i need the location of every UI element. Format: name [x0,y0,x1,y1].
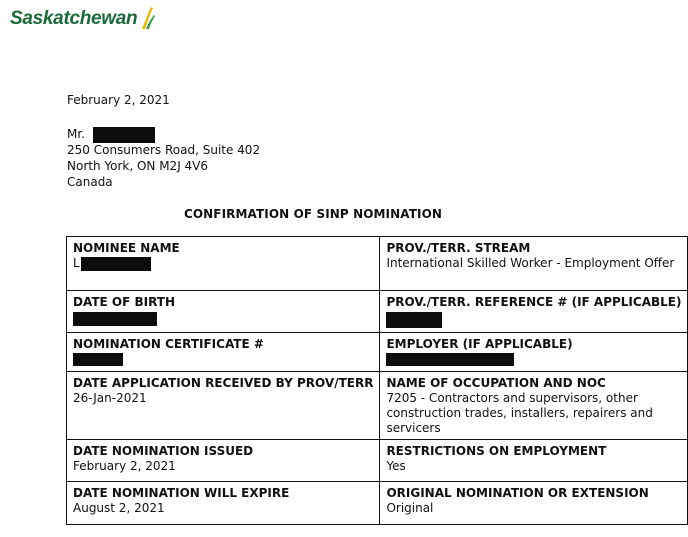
stream-value: International Skilled Worker - Employment Offer [386,256,675,270]
certificate-cell [67,333,380,372]
reference-value [386,310,681,328]
dob-cell [67,291,380,333]
stream-cell [380,237,688,291]
document-title: CONFIRMATION OF SINP NOMINATION [183,207,443,221]
restrictions-label: RESTRICTIONS ON EMPLOYMENT [386,444,607,458]
nominee-name-value [73,256,373,271]
date-received-value: 26-Jan-2021 [73,391,147,405]
dob-value [73,310,373,326]
redaction-bar [81,257,151,271]
employer-cell [380,333,688,372]
redaction-bar [73,353,123,366]
address-line-1: 250 Consumers Road, Suite 402 [67,143,261,157]
issued-label: DATE NOMINATION ISSUED [73,444,254,458]
certificate-label: NOMINATION CERTIFICATE # [73,337,264,351]
salutation: Mr. [67,127,85,141]
expire-cell [67,482,380,525]
table-row [67,482,688,525]
table-row [67,333,688,372]
recipient-address [67,126,260,190]
nomination-table [66,236,688,525]
logo-wordmark: Saskatchewan [10,8,138,29]
redaction-bar [386,312,442,328]
restrictions-cell [380,440,688,482]
issued-value: February 2, 2021 [73,459,176,473]
employer-label: EMPLOYER (IF APPLICABLE) [386,337,573,351]
redaction-bar [93,127,155,143]
dob-label: DATE OF BIRTH [73,295,175,309]
wheat-sheaf-icon [138,6,156,30]
table-row [67,440,688,482]
saskatchewan-logo [10,4,156,30]
issued-cell [67,440,380,482]
occupation-cell [380,372,688,440]
occupation-label: NAME OF OCCUPATION AND NOC [386,376,606,390]
table-row [67,372,688,440]
occupation-value: 7205 - Contractors and supervisors, other construction trades, installers, repairers and servicers [386,391,653,435]
date-received-cell [67,372,380,440]
table-row [67,237,688,291]
restrictions-value: Yes [386,459,406,473]
nominee-name-cell [67,237,380,291]
redaction-bar [73,312,157,326]
reference-cell [380,291,688,333]
table-row [67,291,688,333]
employer-value [386,352,681,367]
expire-label: DATE NOMINATION WILL EXPIRE [73,486,290,500]
address-line-2: North York, ON M2J 4V6 [67,159,209,173]
original-label: ORIGINAL NOMINATION OR EXTENSION [386,486,649,500]
address-line-3: Canada [67,175,113,189]
letter-date: February 2, 2021 [67,93,170,107]
original-value: Original [386,501,434,515]
nominee-name-prefix: L [73,256,80,270]
original-cell [380,482,688,525]
expire-value: August 2, 2021 [73,501,165,515]
redaction-bar [386,353,514,366]
certificate-value [73,352,373,367]
stream-label: PROV./TERR. STREAM [386,241,531,255]
recipient-name-line [67,126,260,142]
date-received-label: DATE APPLICATION RECEIVED BY PROV/TERR [73,376,374,390]
nominee-name-label: NOMINEE NAME [73,241,180,255]
reference-label: PROV./TERR. REFERENCE # (IF APPLICABLE) [386,295,682,309]
